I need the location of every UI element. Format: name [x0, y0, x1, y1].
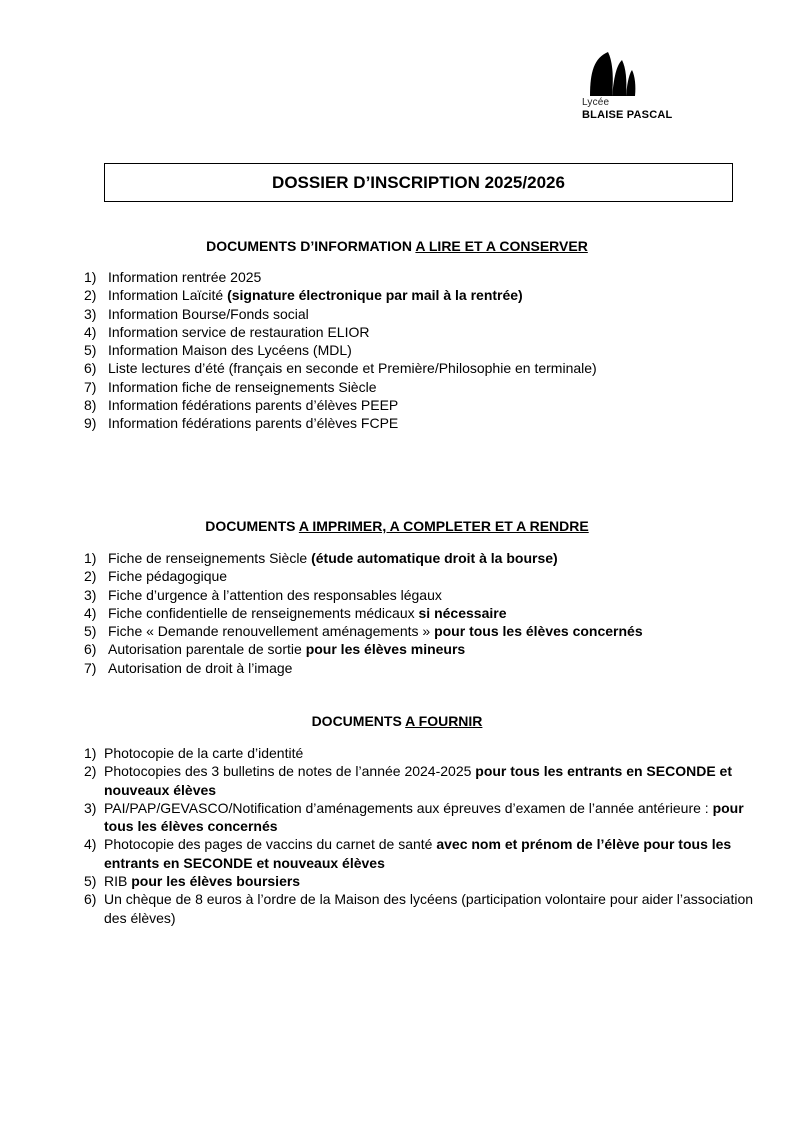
list-item — [84, 762, 764, 799]
item-text — [104, 762, 764, 799]
logo-text-big: BLAISE PASCAL — [582, 109, 673, 121]
item-plain-text: Photocopies des 3 bulletins de notes de l’année 2024-2025 — [104, 763, 476, 780]
item-plain-text: Photocopie des pages de vaccins du carnet de santé — [104, 836, 437, 853]
list-item — [84, 872, 764, 890]
document-title: DOSSIER D’INSCRIPTION 2025/2026 — [104, 163, 733, 202]
heading-underlined-text: A IMPRIMER, A COMPLETER ET A RENDRE — [298, 518, 589, 534]
school-logo — [578, 50, 678, 130]
heading-text: DOCUMENTS — [311, 713, 406, 729]
list-item — [84, 640, 774, 658]
item-number: 4) — [84, 836, 97, 853]
list-item — [84, 604, 774, 622]
item-plain-text: Information Laïcité — [108, 287, 228, 304]
item-plain-text: PAI/PAP/GEVASCO/Notification d’aménagements aux épreuves d’examen de l’année antérieure : — [104, 799, 713, 816]
information-documents-list — [84, 268, 774, 433]
item-text — [108, 414, 774, 432]
list-item — [84, 359, 774, 377]
item-number: 2) — [84, 287, 97, 304]
item-plain-text: Information fédérations parents d’élèves PEEP — [108, 397, 399, 414]
list-item — [84, 305, 774, 323]
item-plain-text: Fiche « Demande renouvellement aménagements » — [108, 623, 435, 640]
item-plain-text: Information Bourse/Fonds social — [108, 305, 309, 322]
item-bold-text: pour tous les élèves concernés — [104, 799, 744, 835]
item-text — [108, 567, 774, 585]
item-text — [108, 549, 774, 567]
item-number: 5) — [84, 873, 97, 890]
section-heading-to-return — [0, 518, 794, 534]
item-plain-text: Information fédérations parents d’élèves FCPE — [108, 415, 399, 432]
list-item — [84, 586, 774, 604]
item-number: 3) — [84, 799, 97, 816]
list-item — [84, 396, 774, 414]
item-number: 1) — [84, 745, 97, 761]
list-item — [84, 567, 774, 585]
heading-text: DOCUMENTS D’INFORMATION — [206, 238, 416, 254]
heading-text: DOCUMENTS — [205, 518, 299, 534]
item-number: 4) — [84, 323, 97, 340]
item-plain-text: Un chèque de 8 euros à l’ordre de la Maison des lycéens (participation volontaire pour aider l’association des élèves) — [104, 891, 754, 926]
item-text — [108, 640, 774, 658]
list-item — [84, 835, 764, 872]
item-text — [108, 286, 774, 304]
item-number: 4) — [84, 604, 97, 621]
item-text — [104, 835, 764, 872]
item-text — [108, 659, 774, 677]
item-number: 5) — [84, 342, 97, 359]
item-plain-text: RIB — [104, 873, 132, 890]
item-number: 5) — [84, 623, 97, 640]
list-item — [84, 323, 774, 341]
item-number: 2) — [84, 763, 97, 780]
item-plain-text: Information fiche de renseignements Siècle — [108, 378, 377, 395]
item-bold-text: pour les élèves mineurs — [305, 641, 466, 658]
list-item — [84, 659, 774, 677]
item-bold-text: pour les élèves boursiers — [131, 873, 301, 890]
item-number: 6) — [84, 641, 97, 658]
item-number: 8) — [84, 397, 97, 414]
list-item — [84, 744, 764, 762]
item-text — [108, 604, 774, 622]
documents-to-return-list — [84, 549, 774, 677]
list-item — [84, 890, 764, 927]
item-bold-text: si nécessaire — [418, 604, 507, 621]
item-text — [104, 890, 764, 927]
item-plain-text: Fiche pédagogique — [108, 568, 228, 585]
list-item — [84, 414, 774, 432]
item-plain-text: Fiche de renseignements Siècle — [108, 550, 312, 566]
item-number: 3) — [84, 305, 97, 322]
logo-text-small: Lycée — [582, 97, 610, 108]
item-text — [108, 323, 774, 341]
list-item — [84, 341, 774, 359]
item-text — [104, 744, 764, 762]
item-bold-text: pour tous les élèves concernés — [434, 623, 643, 640]
item-number: 7) — [84, 378, 97, 395]
item-plain-text: Information rentrée 2025 — [108, 269, 262, 285]
item-number: 3) — [84, 586, 97, 603]
item-bold-text: (signature électronique par mail à la rentrée) — [227, 287, 523, 304]
item-number: 9) — [84, 415, 97, 432]
section-heading-to-provide — [0, 713, 794, 729]
item-number: 6) — [84, 891, 97, 908]
item-bold-text: pour tous les entrants en SECONDE et nouveaux élèves — [104, 763, 732, 798]
list-item — [84, 268, 774, 286]
list-item — [84, 622, 774, 640]
list-item — [84, 286, 774, 304]
item-bold-text: avec nom et prénom de l’élève pour tous les entrants en SECONDE et nouveaux élèves — [104, 836, 732, 871]
item-number: 1) — [84, 550, 97, 566]
documents-to-provide-list — [84, 744, 764, 927]
item-plain-text: Photocopie de la carte d’identité — [104, 745, 304, 761]
item-plain-text: Fiche d’urgence à l’attention des responsables légaux — [108, 586, 442, 603]
item-text — [108, 305, 774, 323]
item-text — [104, 799, 764, 836]
item-text — [108, 341, 774, 359]
item-text — [108, 586, 774, 604]
item-number: 6) — [84, 360, 97, 377]
item-plain-text: Autorisation de droit à l’image — [108, 659, 293, 676]
item-number: 2) — [84, 568, 97, 585]
item-plain-text: Information service de restauration ELIOR — [108, 323, 370, 340]
item-plain-text: Autorisation parentale de sortie — [108, 641, 306, 658]
section-heading-information — [0, 238, 794, 254]
item-bold-text: (étude automatique droit à la bourse) — [311, 550, 558, 566]
heading-underlined-text: A FOURNIR — [405, 713, 483, 729]
item-text — [108, 268, 774, 286]
heading-underlined-text: A LIRE ET A CONSERVER — [415, 238, 588, 254]
list-item — [84, 378, 774, 396]
item-number: 1) — [84, 269, 97, 285]
item-plain-text: Fiche confidentielle de renseignements médicaux — [108, 604, 419, 621]
list-item — [84, 549, 774, 567]
item-text — [108, 622, 774, 640]
item-plain-text: Liste lectures d’été (français en seconde et Première/Philosophie en terminale) — [108, 360, 597, 377]
item-text — [108, 396, 774, 414]
logo-arches-icon — [582, 50, 646, 96]
item-text — [104, 872, 764, 890]
item-text — [108, 359, 774, 377]
list-item — [84, 799, 764, 836]
item-text — [108, 378, 774, 396]
item-number: 7) — [84, 659, 97, 676]
item-plain-text: Information Maison des Lycéens (MDL) — [108, 342, 352, 359]
